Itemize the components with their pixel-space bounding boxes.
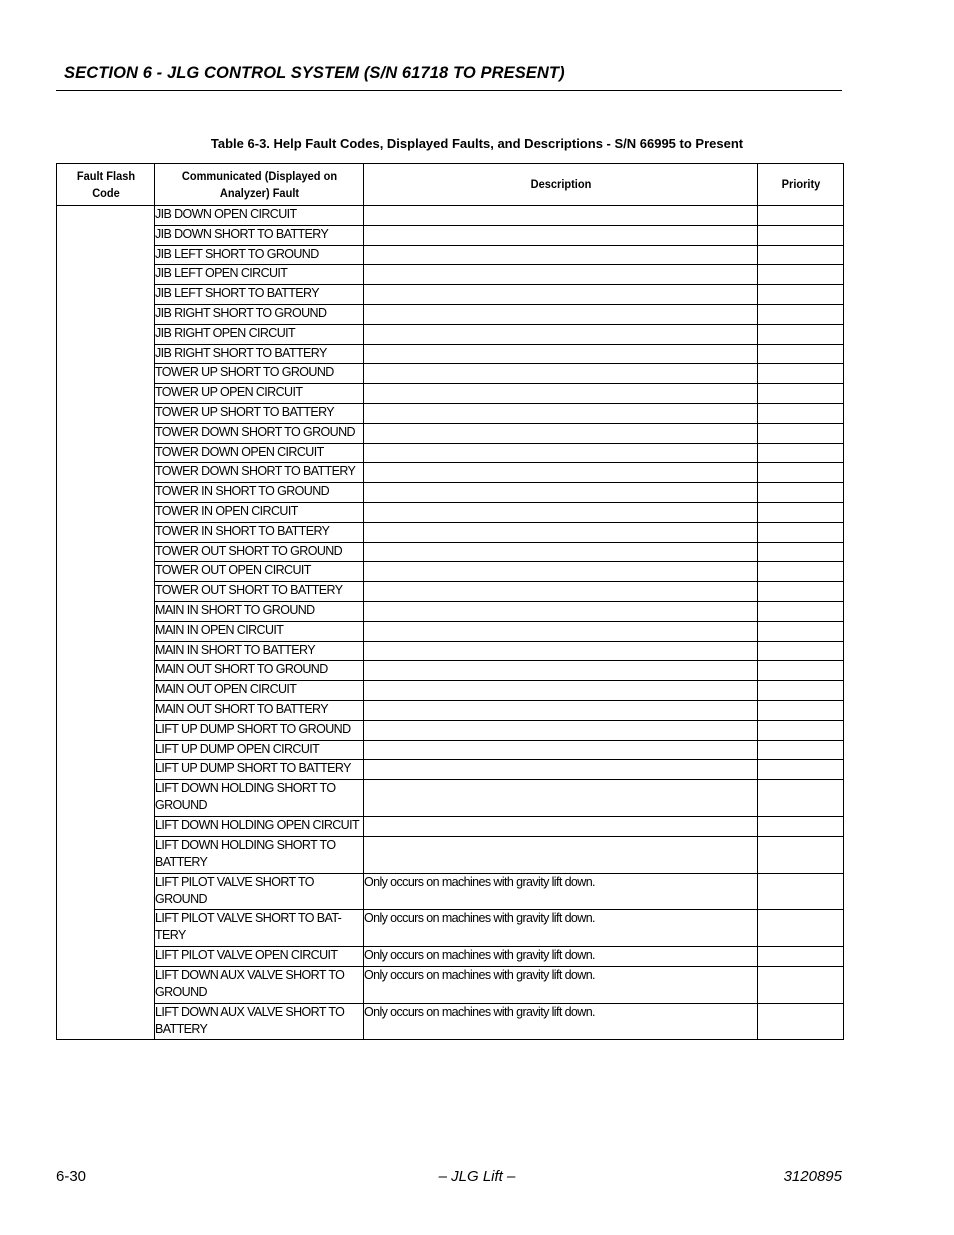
priority-cell: [758, 225, 844, 245]
priority-cell: [758, 720, 844, 740]
description-cell: [364, 836, 758, 873]
fault-cell: LIFT DOWN HOLDING SHORT TO GROUND: [155, 780, 364, 817]
fault-cell: JIB RIGHT OPEN CIRCUIT: [155, 324, 364, 344]
fault-cell: LIFT UP DUMP OPEN CIRCUIT: [155, 740, 364, 760]
description-cell: [364, 423, 758, 443]
table-row: [57, 720, 844, 740]
description-cell: [364, 780, 758, 817]
description-cell: [364, 502, 758, 522]
page-number: 6-30: [56, 1168, 87, 1185]
table-row: [57, 423, 844, 443]
description-cell: [364, 740, 758, 760]
priority-cell: [758, 621, 844, 641]
fault-cell: JIB DOWN OPEN CIRCUIT: [155, 206, 364, 226]
table-header-row: [57, 164, 844, 206]
fault-cell: LIFT DOWN AUX VALVE SHORT TO GROUND: [155, 966, 364, 1003]
footer-title: – JLG Lift –: [438, 1168, 516, 1185]
description-cell: [364, 403, 758, 423]
priority-cell: [758, 463, 844, 483]
fault-cell: TOWER IN SHORT TO BATTERY: [155, 522, 364, 542]
table-row: [57, 522, 844, 542]
priority-cell: [758, 601, 844, 621]
header-fault-flash-code: [60, 164, 150, 206]
table-row: [57, 740, 844, 760]
fault-cell: LIFT PILOT VALVE OPEN CIRCUIT: [155, 947, 364, 967]
priority-cell: [758, 760, 844, 780]
description-cell: [364, 562, 758, 582]
priority-cell: [758, 700, 844, 720]
table-row: [57, 265, 844, 285]
table-body: [57, 206, 844, 1040]
table-row: [57, 225, 844, 245]
priority-cell: [758, 836, 844, 873]
priority-cell: [758, 423, 844, 443]
priority-cell: [758, 443, 844, 463]
description-cell: Only occurs on machines with gravity lift down.: [364, 947, 758, 967]
header-communicated-fault-label: Communicated (Displayed on Analyzer) Fault: [181, 168, 337, 200]
description-cell: [364, 621, 758, 641]
priority-cell: [758, 304, 844, 324]
table-row: [57, 344, 844, 364]
description-cell: [364, 720, 758, 740]
fault-cell: TOWER DOWN SHORT TO GROUND: [155, 423, 364, 443]
section-header: SECTION 6 - JLG CONTROL SYSTEM (S/N 61718 TO PRESENT): [64, 64, 565, 82]
description-cell: Only occurs on machines with gravity lift down.: [364, 873, 758, 910]
fault-cell: MAIN OUT SHORT TO BATTERY: [155, 700, 364, 720]
header-fault-flash-code-label: Fault Flash Code: [76, 168, 135, 200]
fault-cell: TOWER OUT SHORT TO GROUND: [155, 542, 364, 562]
table-row: [57, 910, 844, 947]
description-cell: [364, 384, 758, 404]
priority-cell: [758, 681, 844, 701]
fault-cell: TOWER IN OPEN CIRCUIT: [155, 502, 364, 522]
fault-cell: JIB LEFT OPEN CIRCUIT: [155, 265, 364, 285]
priority-cell: [758, 206, 844, 226]
table-row: [57, 582, 844, 602]
priority-cell: [758, 324, 844, 344]
description-cell: [364, 641, 758, 661]
priority-cell: [758, 816, 844, 836]
description-cell: [364, 304, 758, 324]
priority-cell: [758, 285, 844, 305]
description-cell: [364, 483, 758, 503]
fault-cell: LIFT UP DUMP SHORT TO BATTERY: [155, 760, 364, 780]
table-row: [57, 542, 844, 562]
fault-cell: LIFT DOWN AUX VALVE SHORT TO BATTERY: [155, 1003, 364, 1040]
fault-cell: TOWER IN SHORT TO GROUND: [155, 483, 364, 503]
table-row: [57, 384, 844, 404]
header-divider: [56, 90, 842, 91]
description-cell: [364, 681, 758, 701]
table-row: [57, 1003, 844, 1040]
priority-cell: [758, 384, 844, 404]
table-row: [57, 206, 844, 226]
description-cell: [364, 324, 758, 344]
table-row: [57, 601, 844, 621]
priority-cell: [758, 1003, 844, 1040]
priority-cell: [758, 562, 844, 582]
table-row: [57, 324, 844, 344]
fault-cell: JIB RIGHT SHORT TO BATTERY: [155, 344, 364, 364]
table-row: [57, 661, 844, 681]
description-cell: [364, 344, 758, 364]
fault-cell: TOWER UP OPEN CIRCUIT: [155, 384, 364, 404]
priority-cell: [758, 245, 844, 265]
table-row: [57, 641, 844, 661]
priority-cell: [758, 641, 844, 661]
priority-cell: [758, 740, 844, 760]
description-cell: [364, 542, 758, 562]
table-row: [57, 463, 844, 483]
fault-codes-table: [56, 163, 844, 1040]
fault-flash-code-cell: [57, 206, 155, 1040]
table-row: [57, 873, 844, 910]
description-cell: Only occurs on machines with gravity lift down.: [364, 1003, 758, 1040]
table-row: [57, 483, 844, 503]
description-cell: [364, 601, 758, 621]
table-row: [57, 700, 844, 720]
fault-cell: MAIN IN SHORT TO GROUND: [155, 601, 364, 621]
table-row: [57, 681, 844, 701]
fault-cell: LIFT PILOT VALVE SHORT TO BAT-TERY: [155, 910, 364, 947]
table-row: [57, 403, 844, 423]
fault-cell: JIB DOWN SHORT TO BATTERY: [155, 225, 364, 245]
fault-cell: MAIN OUT SHORT TO GROUND: [155, 661, 364, 681]
description-cell: [364, 463, 758, 483]
priority-cell: [758, 661, 844, 681]
table-row: [57, 780, 844, 817]
description-cell: [364, 700, 758, 720]
priority-cell: [758, 966, 844, 1003]
fault-cell: MAIN IN OPEN CIRCUIT: [155, 621, 364, 641]
priority-cell: [758, 873, 844, 910]
fault-cell: MAIN IN SHORT TO BATTERY: [155, 641, 364, 661]
table-row: [57, 947, 844, 967]
fault-cell: TOWER DOWN SHORT TO BATTERY: [155, 463, 364, 483]
description-cell: [364, 265, 758, 285]
description-cell: [364, 522, 758, 542]
table-row: [57, 502, 844, 522]
description-cell: [364, 225, 758, 245]
header-communicated-fault: [163, 164, 355, 206]
description-cell: [364, 582, 758, 602]
table-row: [57, 245, 844, 265]
priority-cell: [758, 947, 844, 967]
table-row: [57, 562, 844, 582]
description-cell: [364, 760, 758, 780]
description-cell: [364, 206, 758, 226]
description-cell: [364, 661, 758, 681]
priority-cell: [758, 403, 844, 423]
header-priority: [761, 164, 840, 206]
table-row: [57, 443, 844, 463]
fault-cell: LIFT DOWN HOLDING OPEN CIRCUIT: [155, 816, 364, 836]
fault-cell: TOWER UP SHORT TO BATTERY: [155, 403, 364, 423]
table-row: [57, 285, 844, 305]
fault-cell: JIB LEFT SHORT TO GROUND: [155, 245, 364, 265]
fault-cell: JIB RIGHT SHORT TO GROUND: [155, 304, 364, 324]
table-row: [57, 621, 844, 641]
table-caption: Table 6-3. Help Fault Codes, Displayed Faults, and Descriptions - S/N 66995 to Present: [210, 136, 744, 151]
header-description: [379, 164, 741, 206]
fault-cell: MAIN OUT OPEN CIRCUIT: [155, 681, 364, 701]
fault-cell: TOWER OUT OPEN CIRCUIT: [155, 562, 364, 582]
description-cell: [364, 443, 758, 463]
priority-cell: [758, 502, 844, 522]
priority-cell: [758, 780, 844, 817]
fault-cell: LIFT UP DUMP SHORT TO GROUND: [155, 720, 364, 740]
description-cell: [364, 245, 758, 265]
table-row: [57, 364, 844, 384]
priority-cell: [758, 344, 844, 364]
header-description-label: Description: [530, 177, 591, 191]
priority-cell: [758, 522, 844, 542]
priority-cell: [758, 910, 844, 947]
priority-cell: [758, 582, 844, 602]
header-priority-label: Priority: [781, 177, 820, 191]
table-row: [57, 816, 844, 836]
description-cell: Only occurs on machines with gravity lift down.: [364, 966, 758, 1003]
fault-cell: LIFT DOWN HOLDING SHORT TO BATTERY: [155, 836, 364, 873]
priority-cell: [758, 364, 844, 384]
description-cell: [364, 364, 758, 384]
description-cell: [364, 285, 758, 305]
priority-cell: [758, 542, 844, 562]
description-cell: [364, 816, 758, 836]
table-row: [57, 836, 844, 873]
fault-cell: JIB LEFT SHORT TO BATTERY: [155, 285, 364, 305]
table-row: [57, 966, 844, 1003]
document-number: 3120895: [783, 1168, 842, 1185]
fault-cell: TOWER DOWN OPEN CIRCUIT: [155, 443, 364, 463]
fault-cell: TOWER OUT SHORT TO BATTERY: [155, 582, 364, 602]
description-cell: Only occurs on machines with gravity lift down.: [364, 910, 758, 947]
table-row: [57, 304, 844, 324]
fault-cell: TOWER UP SHORT TO GROUND: [155, 364, 364, 384]
priority-cell: [758, 265, 844, 285]
fault-cell: LIFT PILOT VALVE SHORT TO GROUND: [155, 873, 364, 910]
table-row: [57, 760, 844, 780]
priority-cell: [758, 483, 844, 503]
